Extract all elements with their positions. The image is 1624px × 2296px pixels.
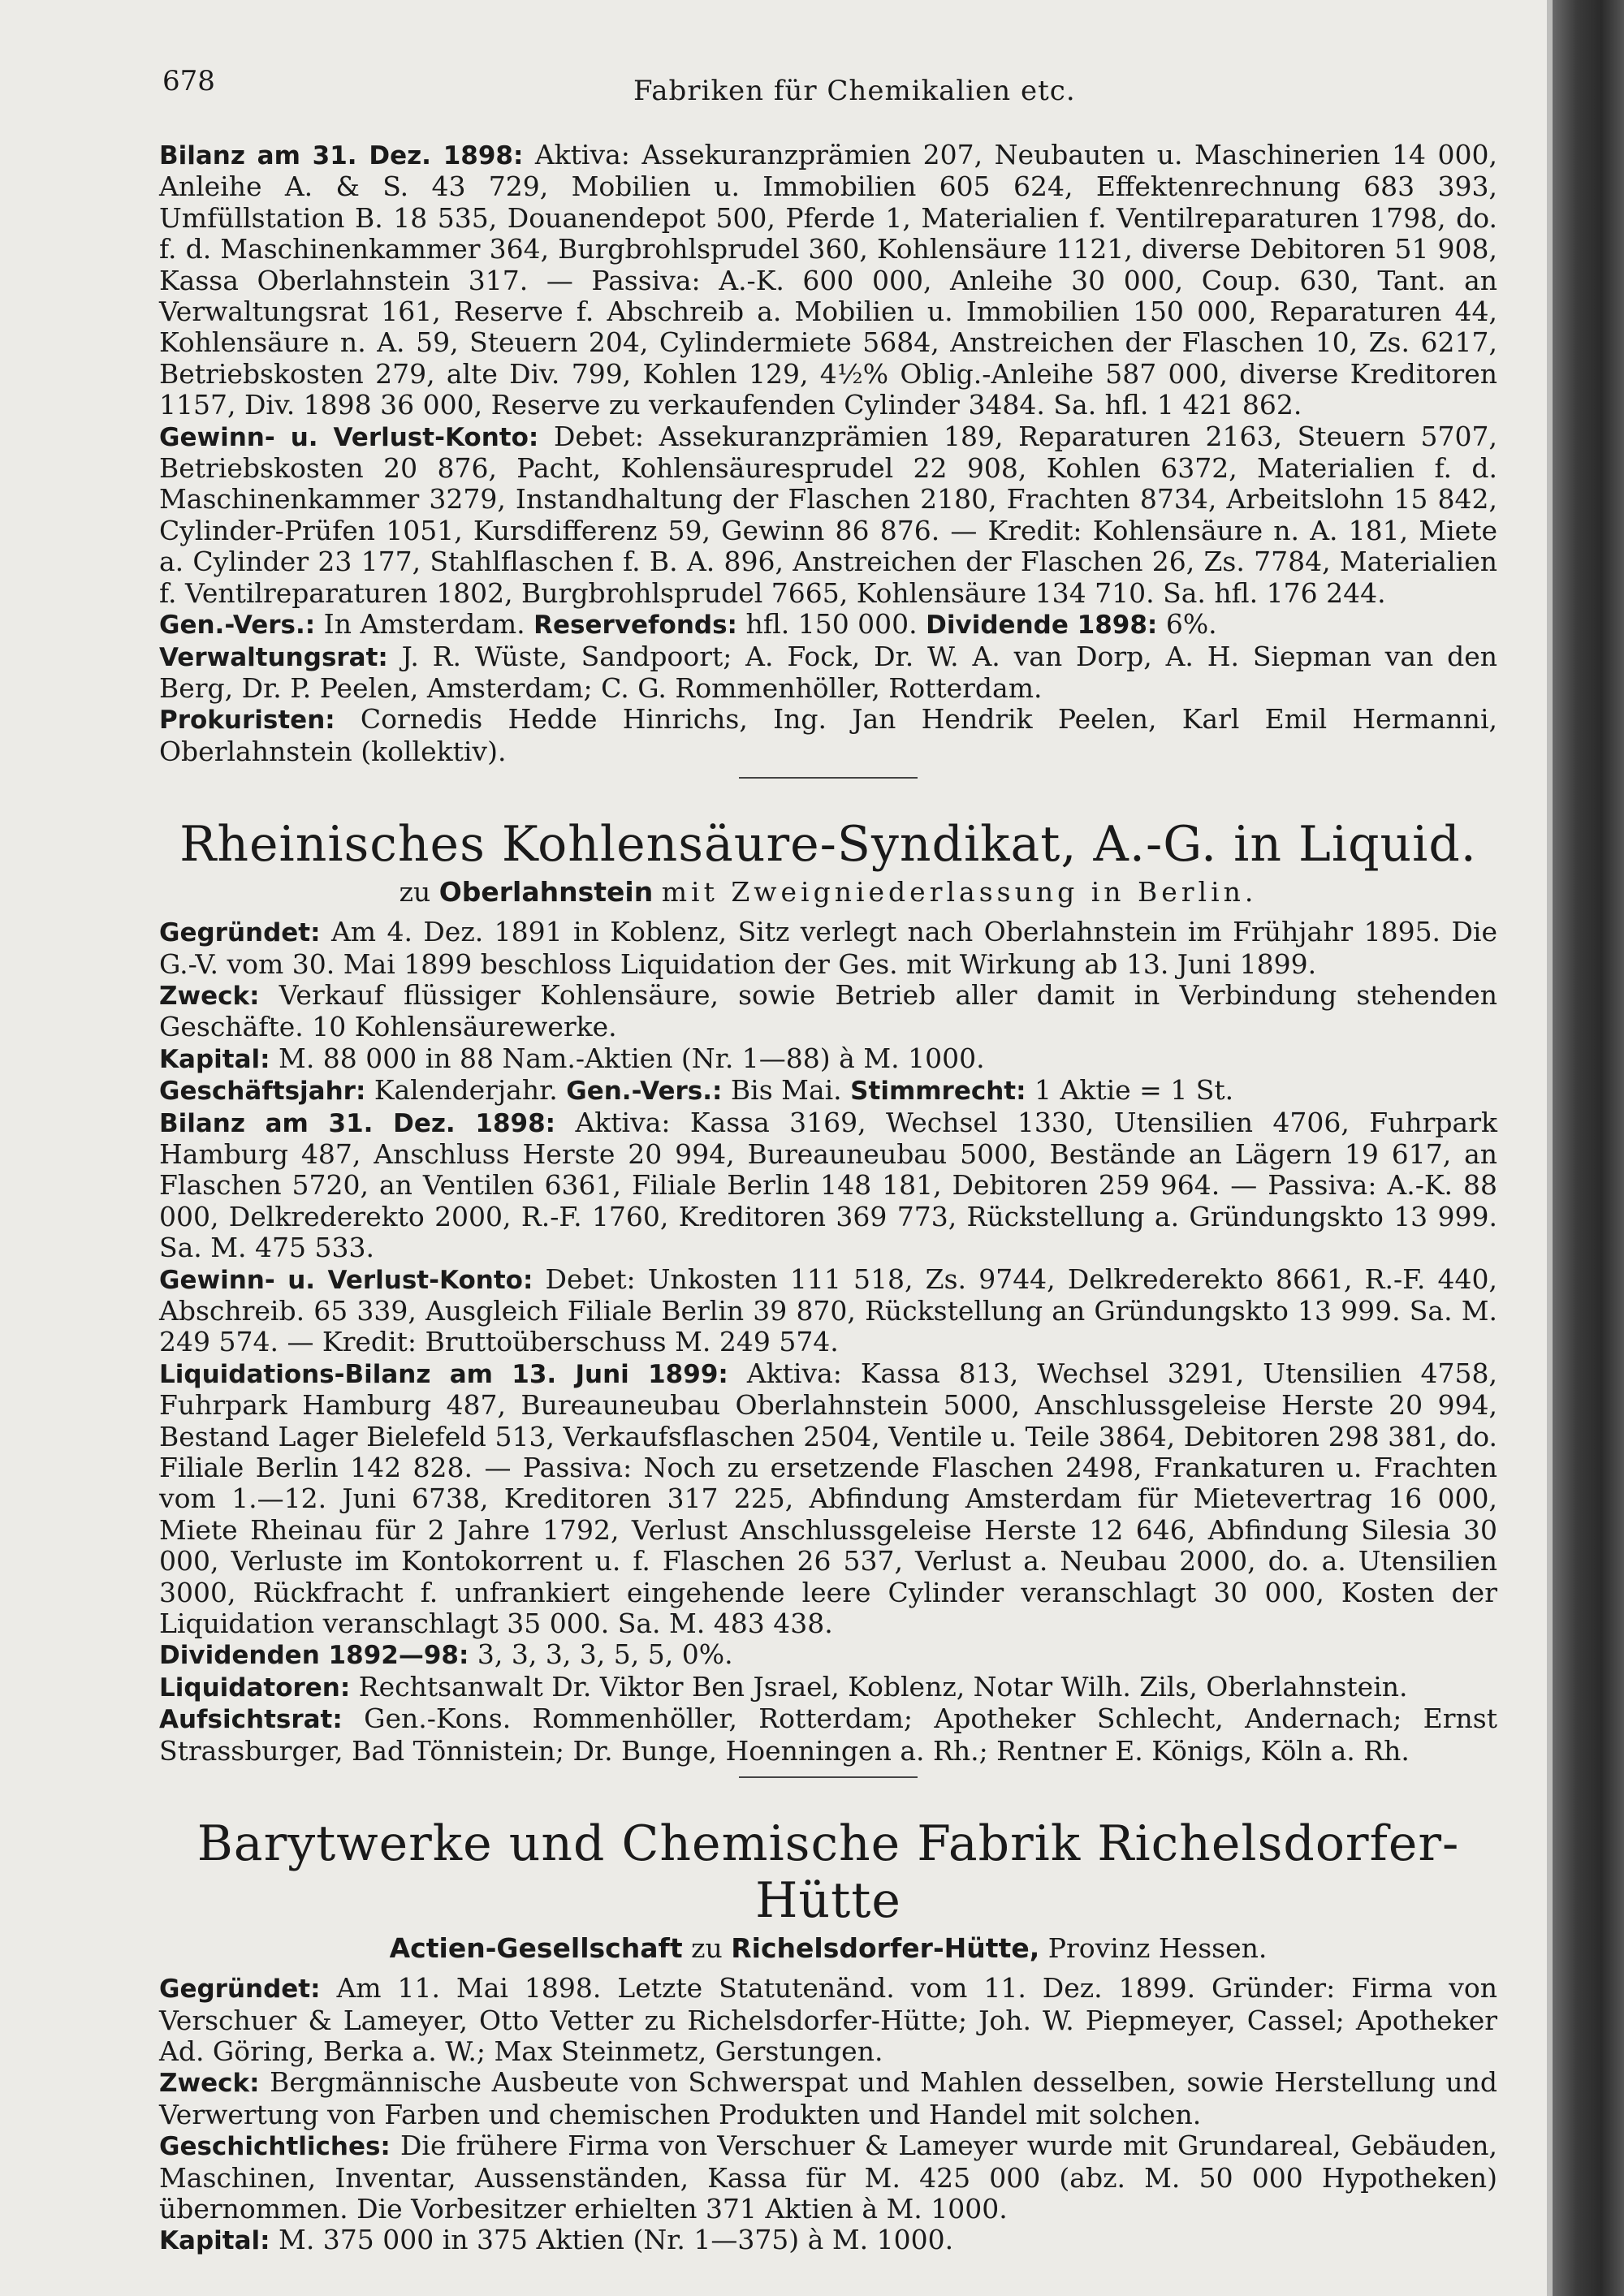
company-title: Rheinisches Kohlensäure-Syndikat, A.-G. in Liquid. [179,816,1477,874]
entry-text: Kalenderjahr. [374,1074,558,1107]
section-divider [739,1776,918,1778]
entry-text-dividende: 6%. [1165,608,1217,641]
entry-geschaeftsjahr [159,1075,1497,1107]
entry-label: Aufsichtsrat: [159,1705,343,1735]
scan-border [1553,0,1624,2296]
entry-label: Gewinn- u. Verlust-Konto: [159,422,539,452]
entry-bilanz [159,1107,1497,1264]
entry-label: Geschäftsjahr: [159,1077,366,1107]
entry-text: 3, 3, 3, 3, 5, 5, 0%. [477,1638,733,1671]
entry-bilanz [159,140,1497,421]
entry-label: Prokuristen: [159,706,335,736]
subtitle-post: mit Zweigniederlassung in Berlin. [661,876,1258,908]
entry-label: Zweck: [159,981,260,1011]
entry-gewinn-verlust [159,1264,1497,1358]
entry-gegruendet [159,917,1497,980]
entry-label: Gegründet: [159,1974,321,2005]
entry-label: Bilanz am 31. Dez. 1898: [159,141,524,170]
entry-text-stimmrecht: 1 Aktie = 1 St. [1034,1074,1234,1107]
section-divider [739,777,918,779]
entry-text: Debet: Unkosten 111 518, Zs. 9744, Delkrederekto 8661, R.-F. 440, Abschreib. 65 339, Ausgleich Filiale Berlin 39 870, Rückstellung an Gründungskto 13 999. Sa. M. 249 574. — Kredit: Bruttoüberschuss M. 249 574. [159,1262,1498,1358]
entry-label: Kapital: [159,1044,270,1074]
subtitle-pre: zu [399,876,431,908]
entry-text: Aktiva: Kassa 813, Wechsel 3291, Utensilien 4758, Fuhrpark Hamburg 487, Bureauneubau Oberlahnstein 5000, Anschlussgeleise Herste 20 994, Bestand Lager Bielefeld 513, Verkaufsflaschen 2504, Ventile u. Teile 3864, Debitoren 298 381, do. Filiale Berlin 142 828. — Passiva: Noch zu ersetzende Flaschen 2498, Frankaturen u. Frachten vom 1.—12. Juni 6738, Kreditoren 317 225, Abfindung Amsterdam für Mietevertrag 16 000, Miete Rheinau für 2 Jahre 1792, Verlust Anschlussgeleise Herste 12 646, Abfindung Silesia 30 000, Verluste im Kontokorrent u. f. Flaschen 26 537, Verlust a. Neubau 2000, do. a. Utensilien 3000, Rückfracht f. unfrankiert eingehende leere Cylinder veranschlagt 30 000, Kosten der Liquidation veranschlagt 35 000. Sa. M. 483 438. [159,1357,1497,1640]
page-number: 678 [162,65,215,97]
entry-label: Zweck: [159,2069,260,2099]
entry-text: Verkauf flüssiger Kohlensäure, sowie Betrieb aller damit in Verbindung stehenden Geschäfte. 10 Kohlensäurewerke. [159,978,1497,1043]
entry-text: Am 4. Dez. 1891 in Koblenz, Sitz verlegt nach Oberlahnstein im Frühjahr 1895. Die G.-V. vom 30. Mai 1899 beschloss Liquidation der Ges. mit Wirkung ab 13. Juni 1899. [159,916,1497,980]
entry-text-gen-vers: Bis Mai. [730,1074,842,1107]
entry-label: Verwaltungsrat: [159,642,388,672]
entry-text: Am 11. Mai 1898. Letzte Statutenänd. vom 11. Dez. 1899. Gründer: Firma von Verschuer & Lameyer, Otto Vetter zu Richelsdorfer-Hütte; Joh. W. Piepmeyer, Cassel; Apotheker Ad. Göring, Berka a. W.; Max Steinmetz, Gerstungen. [159,1972,1497,2067]
entry-label: Liquidatoren: [159,1672,351,1703]
company-subtitle [159,1932,1497,1965]
entry-liquidations-bilanz [159,1358,1497,1640]
entry-text: In Amsterdam. [323,608,525,641]
entry-label-gen-vers: Gen.-Vers.: [566,1077,723,1107]
page-header [162,65,1494,114]
subtitle-place: Richelsdorfer-Hütte, [731,1932,1040,1965]
entry-label: Gen.-Vers.: [159,611,316,641]
company-subtitle [159,876,1497,908]
entry-verwaltungsrat [159,641,1497,705]
entry-geschichtliches [159,2130,1497,2225]
entry-text: Debet: Assekuranzprämien 189, Reparaturen 2163, Steuern 5707, Betriebskosten 20 876, Pacht, Kohlensäuresprudel 22 908, Kohlen 6372, Materialien f. d. Maschinenkammer 3279, Instandhaltung der Flaschen 2180, Frachten 8734, Arbeitslohn 15 842, Cylinder-Prüfen 1051, Kursdifferenz 59, Gewinn 86 876. — Kredit: Kohlensäure n. A. 181, Miete a. Cylinder 23 177, Stahlflaschen f. B. A. 896, Anstreichen der Flaschen 26, Zs. 7784, Materialien f. Ventilreparaturen 1802, Burgbrohlsprudel 7665, Kohlensäure 134 710. Sa. hfl. 176 244. [159,420,1497,609]
entry-label: Kapital: [159,2226,270,2256]
section-previous-company [159,140,1497,767]
entry-label: Gewinn- u. Verlust-Konto: [159,1265,533,1295]
entry-text: M. 375 000 in 375 Aktien (Nr. 1—375) à M. 1000. [279,2224,954,2256]
entry-label-dividende: Dividende 1898: [926,611,1158,641]
entry-zweck [159,2067,1497,2130]
running-title: Fabriken für Chemikalien etc. [633,75,1076,107]
entry-liquidatoren [159,1672,1497,1703]
entry-kapital [159,2225,1497,2256]
entry-zweck [159,980,1497,1043]
page-edge [1547,0,1553,2296]
subtitle-pre: Actien-Gesellschaft [389,1932,683,1965]
entry-text: Die frühere Firma von Verschuer & Lameyer wurde mit Grundareal, Gebäuden, Maschinen, Inventar, Aussenständen, Kassa für M. 425 000 (abz. M. 50 000 Hypotheken) übernommen. Die Vorbesitzer erhielten 371 Aktien à M. 1000. [159,2130,1497,2225]
subtitle-mid: zu [691,1932,723,1965]
entry-text-reservefonds: hfl. 150 000. [745,608,918,641]
entry-dividenden [159,1639,1497,1671]
entry-text: M. 88 000 in 88 Nam.-Aktien (Nr. 1—88) à M. 1000. [279,1042,985,1074]
entry-gegruendet [159,1973,1497,2067]
entry-label: Geschichtliches: [159,2132,391,2162]
entry-prokuristen [159,704,1497,767]
entry-gewinn-verlust [159,421,1497,609]
entry-label: Liquidations-Bilanz am 13. Juni 1899: [159,1359,728,1389]
entry-text: J. R. Wüste, Sandpoort; A. Fock, Dr. W. A. van Dorp, A. H. Siepman van den Berg, Dr. P. Peelen, Amsterdam; C. G. Rommenhöller, Rotterdam. [159,640,1497,704]
entry-text: Rechtsanwalt Dr. Viktor Ben Jsrael, Koblenz, Notar Wilh. Zils, Oberlahnstein. [358,1670,1408,1703]
entry-text: Aktiva: Kassa 3169, Wechsel 1330, Utensilien 4706, Fuhrpark Hamburg 487, Anschluss Herste 20 994, Bureauneubau 5000, Bestände an Lägern 19 617, an Flaschen 5720, an Ventilen 6361, Filiale Berlin 148 181, Debitoren 259 964. — Passiva: A.-K. 88 000, Delkrederekto 2000, R.-F. 1760, Kreditoren 369 773, Rückstellung a. Gründungskto 13 999. Sa. M. 475 533. [159,1106,1497,1264]
entry-label: Dividenden 1892—98: [159,1641,469,1671]
entry-text: Aktiva: Assekuranzprämien 207, Neubauten u. Maschinerien 14 000, Anleihe A. & S. 43 729, Mobilien u. Immobilien 605 624, Effektenrechnung 683 393, Umfüllstation B. 18 535, Douanendepot 500, Pferde 1, Materialien f. Ventilreparaturen 1798, do. f. d. Maschinenkammer 364, Burgbrohlsprudel 360, Kohlensäure 1121, diverse Debitoren 51 908, Kassa Oberlahnstein 317. — Passiva: A.-K. 600 000, Anleihe 30 000, Coup. 630, Tant. an Verwaltungsrat 161, Reserve f. Abschreib a. Mobilien u. Immobilien 150 000, Reparaturen 44, Kohlensäure n. A. 59, Steuern 204, Cylindermiete 5684, Anstreichen der Flaschen 10, Zs. 6217, Betriebskosten 279, alte Div. 799, Kohlen 129, 4½% Oblig.-Anleihe 587 000, diverse Kreditoren 1157, Div. 1898 36 000, Reserve zu verkaufenden Cylinder 3484. Sa. hfl. 1 421 862. [159,139,1497,421]
entry-aufsichtsrat [159,1703,1497,1767]
entry-text: Cornedis Hedde Hinrichs, Ing. Jan Hendrik Peelen, Karl Emil Hermanni, Oberlahnstein (kollektiv). [159,703,1497,767]
section-rheinisches-kohlensaeure [159,816,1497,1767]
entry-text: Bergmännische Ausbeute von Schwerspat und Mahlen desselben, sowie Herstellung und Verwertung von Farben und chemischen Produkten und Handel mit solchen. [159,2066,1497,2130]
entry-text: Gen.-Kons. Rommenhöller, Rotterdam; Apotheker Schlecht, Andernach; Ernst Strassburger, Bad Tönnistein; Dr. Bunge, Hoenningen a. Rh.; Rentner E. Königs, Köln a. Rh. [159,1703,1497,1767]
page-content [159,140,1497,2257]
entry-label: Gegründet: [159,918,321,948]
subtitle-place: Oberlahnstein [438,876,654,908]
entry-gen-vers [159,609,1497,641]
entry-label-stimmrecht: Stimmrecht: [850,1077,1026,1107]
entry-label: Bilanz am 31. Dez. 1898: [159,1108,556,1138]
subtitle-post: Provinz Hessen. [1047,1932,1268,1965]
entry-kapital [159,1043,1497,1075]
section-barytwerke [159,1815,1497,2257]
company-title: Barytwerke und Chemische Fabrik Richelsdorfer-Hütte [197,1815,1460,1930]
entry-label-reservefonds: Reservefonds: [533,611,737,641]
